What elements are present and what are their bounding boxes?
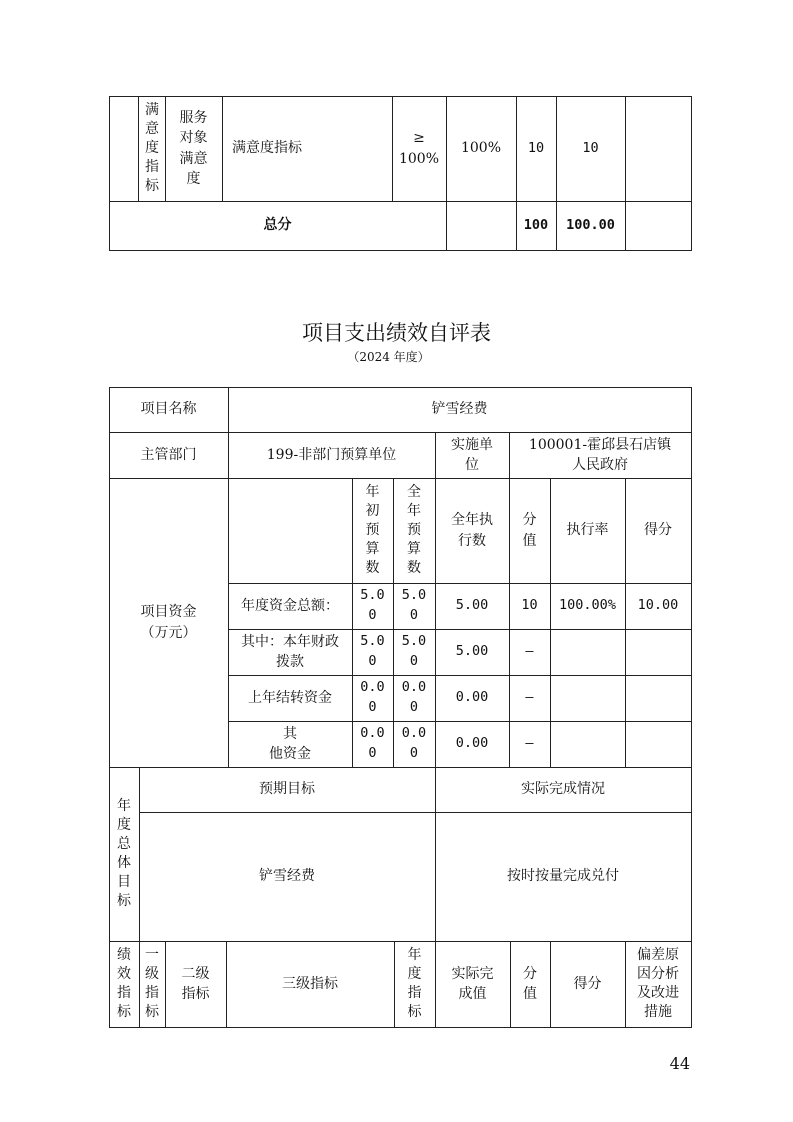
- funds-row-exec: 5.00: [455, 597, 489, 614]
- goals-expected: 铲雪经费: [259, 868, 315, 885]
- perf-header-target: 年 度 指 标: [407, 947, 422, 1020]
- perf-header-score-value: 分 值: [523, 965, 537, 1002]
- goals-actual: 按时按量完成兑付: [507, 868, 619, 885]
- funds-row-exec: 0.00: [455, 689, 489, 706]
- funds-row-exec: 5.00: [455, 643, 489, 660]
- funds-row-full: 0.0 0: [401, 679, 427, 715]
- funds-row-score: [625, 675, 691, 721]
- top-lvl3-cell: 满意度指标: [232, 140, 302, 157]
- total-score-value: 100: [523, 216, 549, 233]
- perf-header-lvl2: 二级 指标: [181, 965, 210, 1002]
- project-name-value: 铲雪经费: [431, 401, 488, 418]
- funds-row-score-value: —: [525, 689, 534, 706]
- project-name-label: 项目名称: [140, 401, 197, 418]
- page-title: 项目支出绩效自评表: [302, 321, 491, 345]
- page-number: 44: [669, 1054, 690, 1073]
- funds-row-score-value: —: [525, 643, 534, 660]
- perf-header-actual: 实际完 成值: [451, 965, 494, 1002]
- funds-row-initial: 5.0 0: [360, 633, 385, 669]
- funds-row-score-value: —: [525, 735, 534, 752]
- top-score-cell: 10: [582, 139, 599, 156]
- funds-row-label: 其 他资金: [269, 725, 311, 762]
- funds-row-full: 5.0 0: [401, 633, 427, 669]
- top-lvl1-cell: 满 意 度 指 标: [145, 102, 159, 194]
- funds-header-exec: 全年执 行数: [451, 512, 493, 549]
- funds-row-score: [625, 721, 691, 767]
- impl-unit-value: 100001-霍邱县石店镇 人民政府: [528, 436, 672, 473]
- funds-row-label: 年度资金总额：: [241, 597, 339, 614]
- top-score-value-cell: 10: [527, 139, 545, 156]
- goals-actual-header: 实际完成情况: [521, 781, 605, 798]
- funds-row-initial: 0.0 0: [360, 725, 385, 761]
- funds-row-label: 其中：本年财政 拨款: [241, 633, 339, 670]
- funds-row-rate: 100.00%: [559, 597, 616, 614]
- funds-header-initial: 年 初 预 算 数: [365, 484, 380, 576]
- funds-row-initial: 0.0 0: [360, 679, 385, 715]
- top-note-cell: [625, 96, 691, 201]
- goals-label: 年 度 总 体 目 标: [117, 798, 131, 909]
- top-lvl2-cell: 服务 对象 满意 度: [179, 109, 208, 187]
- funds-header-score-value: 分 值: [522, 512, 537, 549]
- funds-header-rate: 执行率: [566, 522, 609, 539]
- page-subtitle: （2024 年度）: [347, 350, 430, 364]
- funds-row-exec: 0.00: [455, 735, 489, 752]
- perf-header-lvl1: 一 级 指 标: [145, 947, 159, 1020]
- funds-row-score: [625, 629, 691, 675]
- perf-header-lvl3: 三级指标: [282, 975, 338, 992]
- perf-header-note: 偏差原 因分析 及改进 措施: [637, 947, 679, 1020]
- funds-row-rate: [550, 675, 625, 721]
- goals-expected-header: 预期目标: [259, 781, 315, 798]
- dept-value: 199-非部门预算单位: [266, 446, 397, 463]
- funds-row-full: 5.0 0: [401, 587, 427, 623]
- perf-label: 绩 效 指 标: [117, 947, 131, 1020]
- total-label: 总分: [263, 217, 292, 234]
- funds-row-full: 0.0 0: [401, 725, 427, 761]
- dept-label: 主管部门: [140, 446, 197, 463]
- perf-header-score: 得分: [573, 975, 602, 992]
- impl-unit-label: 实施单 位: [451, 436, 493, 473]
- funds-row-rate: [550, 629, 625, 675]
- funds-row-initial: 5.0 0: [360, 587, 385, 623]
- funds-header-score: 得分: [644, 522, 672, 539]
- top-target-cell: ≥ 100%: [398, 130, 440, 167]
- funds-header-full: 全 年 预 算 数: [407, 484, 421, 576]
- total-score: 100.00: [566, 216, 615, 233]
- funds-row-rate: [550, 721, 625, 767]
- funds-row-score-value: 10: [521, 597, 538, 614]
- funds-label: 项目资金 （万元）: [140, 604, 197, 641]
- funds-row-score: 10.00: [637, 597, 679, 614]
- top-actual-cell: 100%: [460, 140, 502, 157]
- funds-row-label: 上年结转资金: [248, 689, 332, 706]
